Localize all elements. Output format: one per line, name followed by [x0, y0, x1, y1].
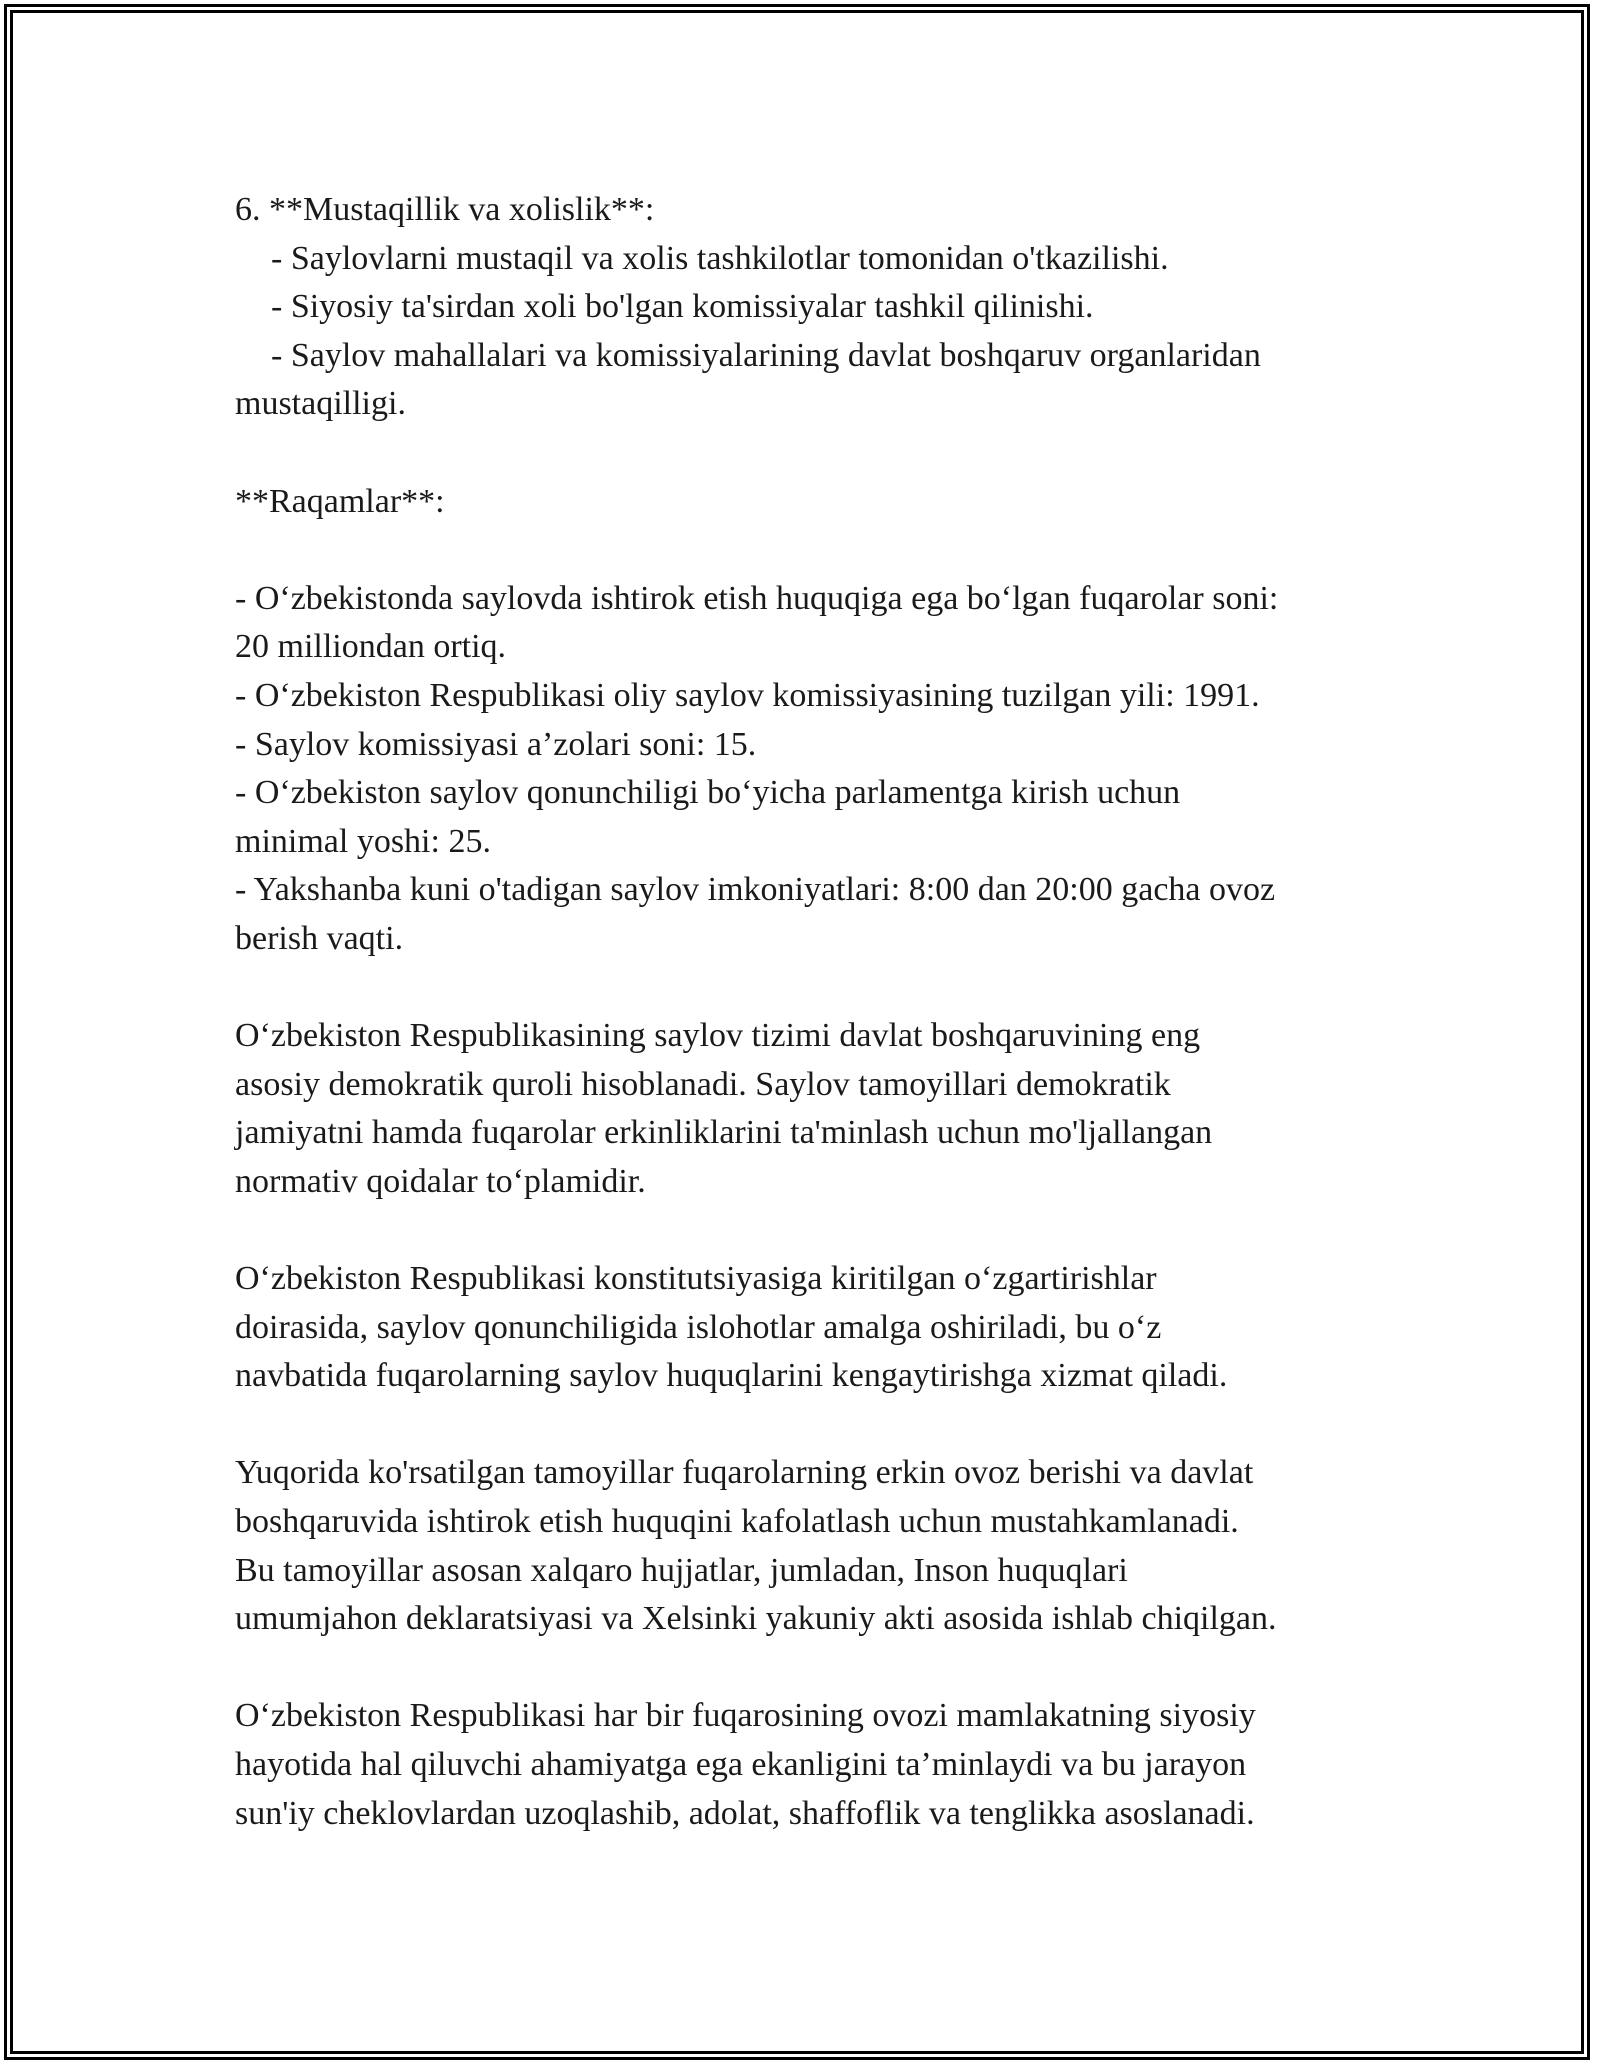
spacer: [235, 1401, 1375, 1450]
paragraph-tamoyillar: [235, 1449, 1375, 1643]
list-item-continuation: berish vaqti.: [235, 919, 404, 957]
list-item: - O‘zbekistonda saylovda ishtirok etish huquqiga ega bo‘lgan fuqarolar soni:: [235, 579, 1279, 617]
list-item-continuation: 20 milliondan ortiq.: [235, 628, 507, 666]
section-mustaqillik: [235, 186, 1375, 429]
list-item: - O‘zbekiston saylov qonunchiligi bo‘yicha parlamentga kirish uchun: [235, 774, 1181, 812]
list-item: - Saylov mahallalari va komissiyalarining davlat boshqaruv organlaridan: [271, 336, 1261, 374]
paragraph-line: hayotida hal qiluvchi ahamiyatga ega ekanligini ta’minlaydi va bu jarayon: [235, 1746, 1247, 1783]
spacer: [235, 1644, 1375, 1693]
paragraph-line: O‘zbekiston Respublikasining saylov tizimi davlat boshqaruvining eng: [235, 1017, 1201, 1055]
list-item: - Saylov komissiyasi a’zolari soni: 15.: [235, 725, 757, 763]
paragraph-konstitutsiya: [235, 1255, 1375, 1401]
spacer: [235, 964, 1375, 1013]
paragraph-line: umumjahon deklaratsiyasi va Xelsinki yakuniy akti asosida ishlab chiqilgan.: [235, 1600, 1277, 1638]
list-item-continuation: mustaqilligi.: [235, 385, 406, 423]
paragraph-line: Bu tamoyillar asosan xalqaro hujjatlar, jumladan, Inson huquqlari: [235, 1551, 1128, 1589]
spacer: [235, 526, 1375, 575]
list-item: - Saylovlarni mustaqil va xolis tashkilotlar tomonidan o'tkazilishi.: [271, 239, 1169, 277]
list-item-continuation: minimal yoshi: 25.: [235, 822, 491, 860]
paragraph-line: sun'iy cheklovlardan uzoqlashib, adolat, shaffoflik va tenglikka asoslanadi.: [235, 1794, 1255, 1832]
paragraph-line: O‘zbekiston Respublikasi har bir fuqarosining ovozi mamlakatning siyosiy: [235, 1697, 1256, 1735]
paragraph-line: doirasida, saylov qonunchiligida islohotlar amalga oshiriladi, bu o‘z: [235, 1308, 1162, 1346]
section-raqamlar: [235, 575, 1375, 964]
paragraph-line: O‘zbekiston Respublikasi konstitutsiyasiga kiritilgan o‘zgartirishlar: [235, 1260, 1157, 1298]
spacer: [235, 1206, 1375, 1255]
paragraph-line: asosiy demokratik quroli hisoblanadi. Saylov tamoyillari demokratik: [235, 1065, 1171, 1103]
list-item: - Siyosiy ta'sirdan xoli bo'lgan komissiyalar tashkil qilinishi.: [271, 288, 1094, 326]
paragraph-saylov-tizimi: [235, 1012, 1375, 1206]
section-heading: 6. **Mustaqillik va xolislik**:: [235, 191, 655, 228]
document-body: [235, 186, 1375, 1838]
paragraph-ovoz: [235, 1692, 1375, 1838]
list-item: - Yakshanba kuni o'tadigan saylov imkoniyatlari: 8:00 dan 20:00 gacha ovoz: [235, 871, 1276, 909]
paragraph-line: boshqaruvida ishtirok etish huquqini kafolatlash uchun mustahkamlanadi.: [235, 1503, 1239, 1541]
paragraph-line: jamiyatni hamda fuqarolar erkinliklarini ta'minlash uchun mo'ljallangan: [235, 1114, 1213, 1152]
paragraph-line: Yuqorida ko'rsatilgan tamoyillar fuqarolarning erkin ovoz berishi va davlat: [235, 1454, 1254, 1492]
paragraph-line: normativ qoidalar to‘plamidir.: [235, 1162, 646, 1200]
spacer: [235, 429, 1375, 478]
list-item: - O‘zbekiston Respublikasi oliy saylov komissiyasining tuzilgan yili: 1991.: [235, 676, 1260, 714]
section-heading: **Raqamlar**:: [235, 482, 445, 520]
paragraph-line: navbatida fuqarolarning saylov huquqlarini kengaytirishga xizmat qiladi.: [235, 1357, 1228, 1395]
